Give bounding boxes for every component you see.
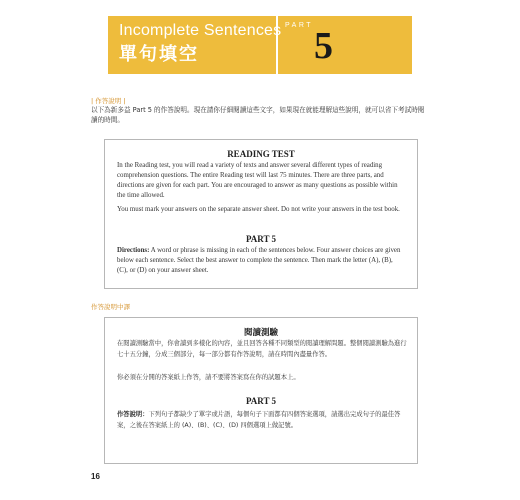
part5-heading: PART 5 (245, 234, 277, 244)
part-label: PART (285, 22, 314, 29)
directions-paragraph-zh (117, 410, 407, 431)
directions-label-zh: 作答說明： (117, 411, 149, 418)
answer-sheet-paragraph: You must mark your answers on the separate answer sheet. Do not write your answers in the test book. (117, 206, 400, 213)
directions-text: A word or phrase is missing in each of the sentences below. Four answer choices are given below each sentence. Select the best answer to complete the sentence. Then mark the letter (A), (B), (C), or (D) on your answer sheet. (117, 247, 401, 274)
part-title: Incomplete Sentences (119, 22, 282, 39)
part-number: 5 (314, 25, 333, 67)
directions-paragraph (117, 246, 405, 276)
part5-heading-zh: PART 5 (245, 396, 277, 406)
directions-label: Directions: (117, 247, 150, 254)
directions-text-zh: 下列句子都缺少了單字或片語，每個句子下面都有四個答案選項，請選出完成句子的最佳答案，之後在答案紙上的 (A)、(B)、(C)、(D) 四個選項上做記號。 (117, 411, 401, 429)
answer-sheet-paragraph-zh: 你必須在分開的答案紙上作答，請不要將答案寫在你的試題本上。 (117, 374, 300, 381)
translation-section-label: 作答說明中譯 (91, 303, 130, 311)
part-subtitle-zh: 單句填空 (119, 44, 199, 65)
instructions-section-label: | 作答說明 | (91, 97, 126, 105)
page-number: 16 (91, 472, 100, 481)
reading-test-heading-zh: 閱讀測驗 (243, 328, 278, 338)
reading-test-paragraph: In the Reading test, you will read a variety of texts and answer several different types of reading comprehension questions. The entire Reading test will last 75 minutes. There are three parts, and directions are given for each part. You are encouraged to answer as many questions as possible within the time allowed. (117, 162, 398, 199)
reading-test-paragraph-zh: 在閱讀測驗當中，你會讀到多樣化的內容，並且回答各種不同類型的閱讀理解問題。整個閱讀測驗為進行七十五分鐘，分成三個部分，每一部分都有作答說明，請在時間內盡量作答。 (117, 340, 407, 358)
instructions-intro-text: 以下為新多益 Part 5 的作答說明。現在請你仔細閱讀這些文字，如果現在就能理解這些說明，就可以省下考試時閱讀的時間。 (91, 106, 425, 124)
chinese-directions-box (104, 317, 418, 464)
reading-test-heading: READING TEST (227, 149, 295, 159)
english-directions-box (104, 139, 418, 289)
